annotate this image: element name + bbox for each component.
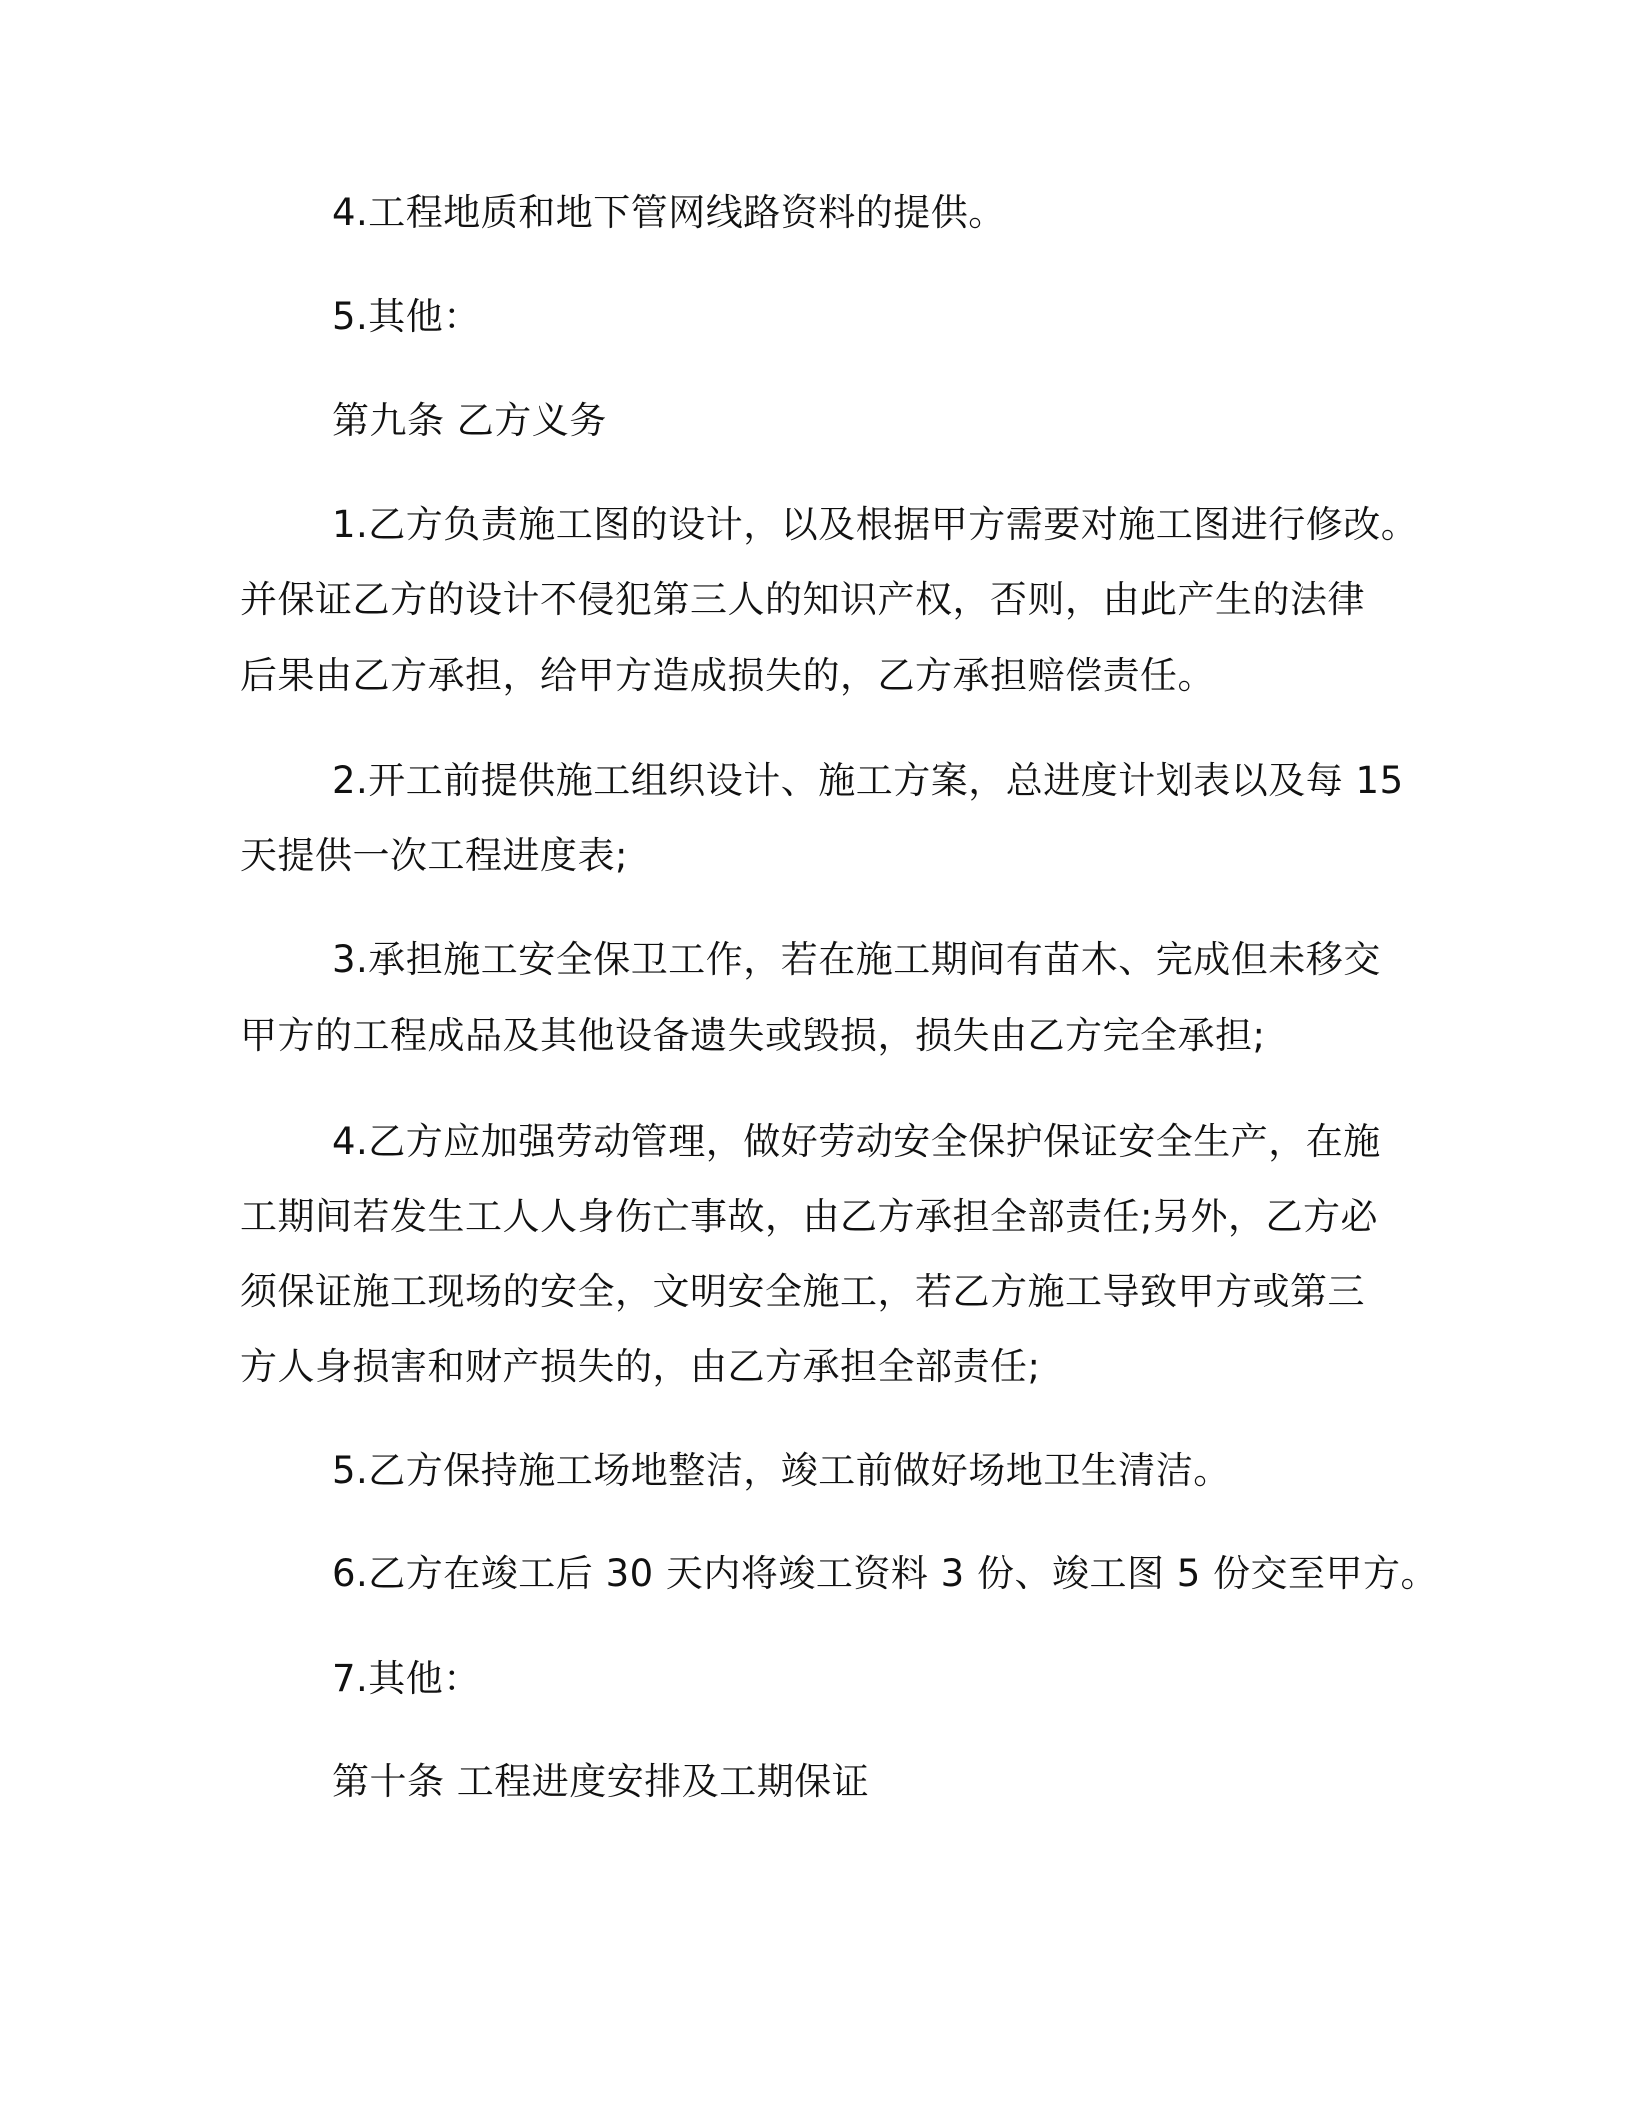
article-heading: 第九条 乙方义务 <box>332 399 607 442</box>
paragraph-line: 甲方的工程成品及其他设备遗失或毁损，损失由乙方完全承担; <box>240 1014 1266 1057</box>
paragraph-line: 7.其他： <box>332 1657 481 1700</box>
paragraph-line: 4.乙方应加强劳动管理，做好劳动安全保护保证安全生产，在施 <box>332 1120 1381 1163</box>
paragraph-line: 须保证施工现场的安全，文明安全施工，若乙方施工导致甲方或第三 <box>240 1270 1365 1313</box>
paragraph-line: 工期间若发生工人人身伤亡事故，由乙方承担全部责任;另外，乙方必 <box>240 1195 1378 1238</box>
paragraph-line: 1.乙方负责施工图的设计，以及根据甲方需要对施工图进行修改。 <box>332 503 1419 546</box>
paragraph-line: 2.开工前提供施工组织设计、施工方案，总进度计划表以及每 15 <box>332 759 1404 802</box>
paragraph-line: 4.工程地质和地下管网线路资料的提供。 <box>332 191 1006 234</box>
paragraph-line: 6.乙方在竣工后 30 天内将竣工资料 3 份、竣工图 5 份交至甲方。 <box>332 1552 1439 1595</box>
paragraph-line: 并保证乙方的设计不侵犯第三人的知识产权，否则，由此产生的法律 <box>240 578 1365 621</box>
paragraph-line: 方人身损害和财产损失的，由乙方承担全部责任; <box>240 1345 1041 1388</box>
paragraph-line: 5.其他： <box>332 295 481 338</box>
paragraph-line: 天提供一次工程进度表; <box>240 834 628 877</box>
article-heading: 第十条 工程进度安排及工期保证 <box>332 1760 870 1803</box>
paragraph-line: 3.承担施工安全保卫工作，若在施工期间有苗木、完成但未移交 <box>332 938 1381 981</box>
paragraph-line: 5.乙方保持施工场地整洁，竣工前做好场地卫生清洁。 <box>332 1449 1231 1492</box>
paragraph-line: 后果由乙方承担，给甲方造成损失的，乙方承担赔偿责任。 <box>240 654 1215 697</box>
